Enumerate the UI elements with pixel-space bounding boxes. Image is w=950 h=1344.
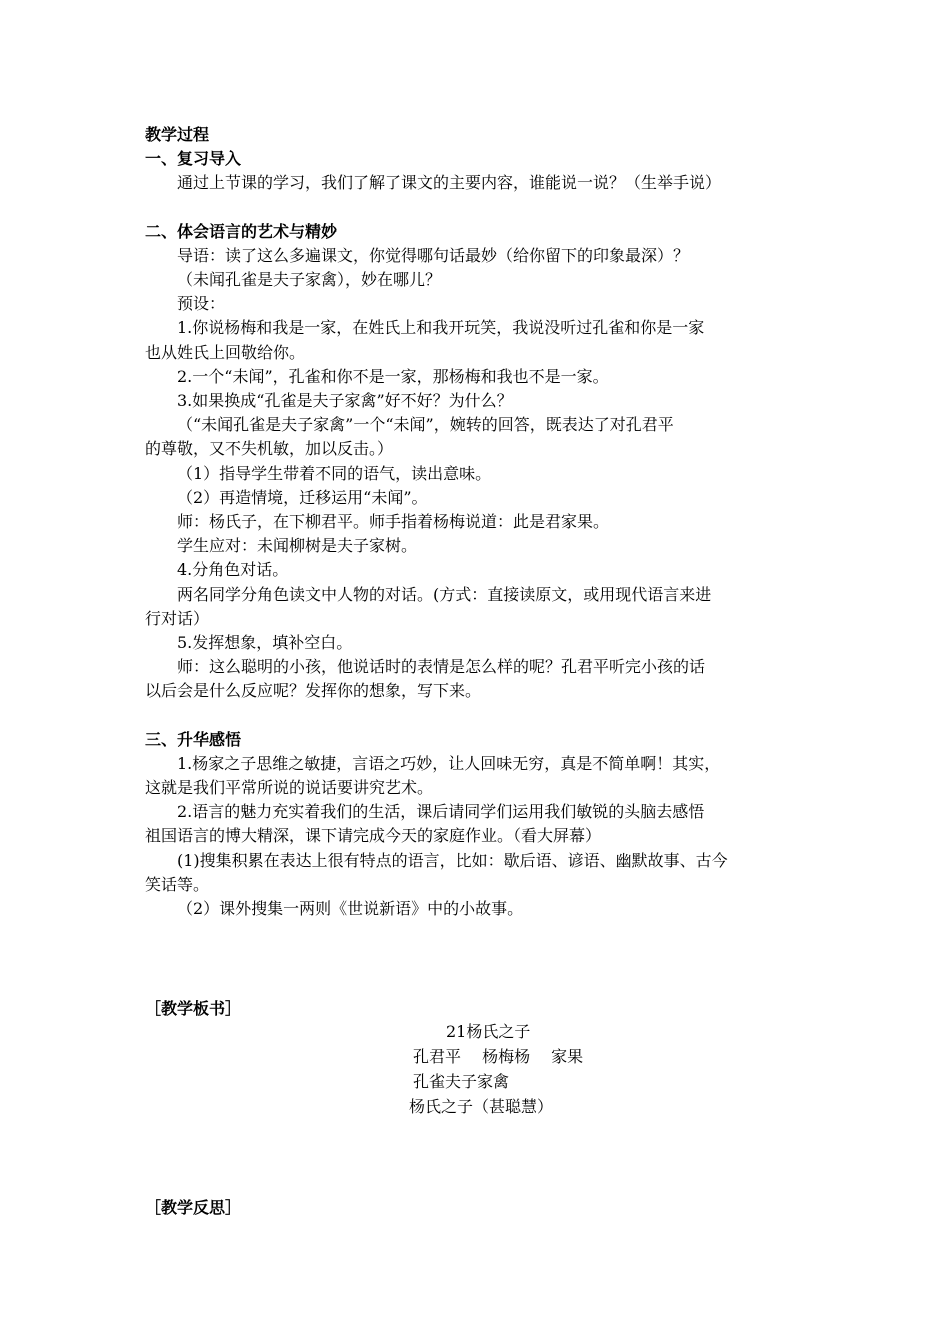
paragraph: 学生应对：未闻柳树是夫子家树。 <box>177 536 418 556</box>
section-heading-review: 一、复习导入 <box>145 149 242 169</box>
paragraph: 1.杨家之子思维之敏捷，言语之巧妙，让人回味无穷，真是不简单啊！其实， <box>177 753 721 773</box>
paragraph: (1)搜集积累在表达上很有特点的语言，比如：歇后语、谚语、幽默故事、古今 <box>177 850 728 870</box>
paragraph: 通过上节课的学习，我们了解了课文的主要内容，谁能说一说？（生举手说） <box>177 173 722 193</box>
paragraph: （未闻孔雀是夫子家禽），妙在哪儿？ <box>177 270 442 290</box>
paragraph: 这就是我们平常所说的说话要讲究艺术。 <box>145 778 434 798</box>
paragraph: 2.语言的魅力充实着我们的生活，课后请同学们运用我们敏锐的头脑去感悟 <box>177 802 705 822</box>
paragraph: （“未闻孔雀是夫子家禽”一个“未闻”，婉转的回答，既表达了对孔君平 <box>177 415 674 435</box>
board-line: 孔雀夫子家禽 <box>413 1072 510 1091</box>
paragraph: 1.你说杨梅和我是一家，在姓氏上和我开玩笑，我说没听过孔雀和你是一家 <box>177 318 705 338</box>
paragraph: 的尊敬，又不失机敏，加以反击。） <box>145 439 394 459</box>
paragraph: 笑话等。 <box>145 874 210 894</box>
board-title: 21杨氏之子 <box>446 1022 531 1041</box>
paragraph: 预设： <box>177 294 226 314</box>
reflection-heading: ［教学反思］ <box>145 1198 242 1217</box>
paragraph: 以后会是什么反应呢？发挥你的想象，写下来。 <box>145 681 482 701</box>
page-title: 教学过程 <box>145 125 210 144</box>
teaching-process <box>145 123 810 921</box>
board-line: 孔君平 杨梅杨 家果 <box>413 1047 584 1066</box>
paragraph: 师：这么聪明的小孩，他说话时的表情是怎么样的呢？孔君平听完小孩的话 <box>177 657 706 677</box>
board-line: 杨氏之子（甚聪慧） <box>409 1097 554 1116</box>
paragraph: 行对话） <box>145 608 210 628</box>
paragraph: （1）指导学生带着不同的语气，读出意味。 <box>177 463 492 483</box>
paragraph: 师：杨氏子，在下柳君平。师手指着杨梅说道：此是君家果。 <box>177 512 610 532</box>
paragraph: 4.分角色对话。 <box>177 560 289 580</box>
paragraph: 5.发挥想象，填补空白。 <box>177 633 353 653</box>
paragraph: 导语：读了这么多遍课文，你觉得哪句话最妙（给你留下的印象最深）？ <box>177 245 690 265</box>
board-heading: ［教学板书］ <box>145 999 242 1018</box>
paragraph: 也从姓氏上回敬给你。 <box>145 342 306 362</box>
paragraph: 3.如果换成“孔雀是夫子家禽”好不好？为什么？ <box>177 391 513 411</box>
section-heading-sublimation: 三、升华感悟 <box>145 729 242 749</box>
section-heading-language: 二、体会语言的艺术与精妙 <box>145 221 338 241</box>
paragraph: 2.一个“未闻”，孔雀和你不是一家，那杨梅和我也不是一家。 <box>177 366 609 386</box>
paragraph: 祖国语言的博大精深，课下请完成今天的家庭作业。（看大屏幕） <box>145 826 602 846</box>
paragraph: 两名同学分角色读文中人物的对话。(方式：直接读原文，或用现代语言来进 <box>177 584 712 604</box>
paragraph: （2）课外搜集一两则《世说新语》中的小故事。 <box>177 899 524 919</box>
paragraph: （2）再造情境，迁移运用“未闻”。 <box>177 487 428 507</box>
